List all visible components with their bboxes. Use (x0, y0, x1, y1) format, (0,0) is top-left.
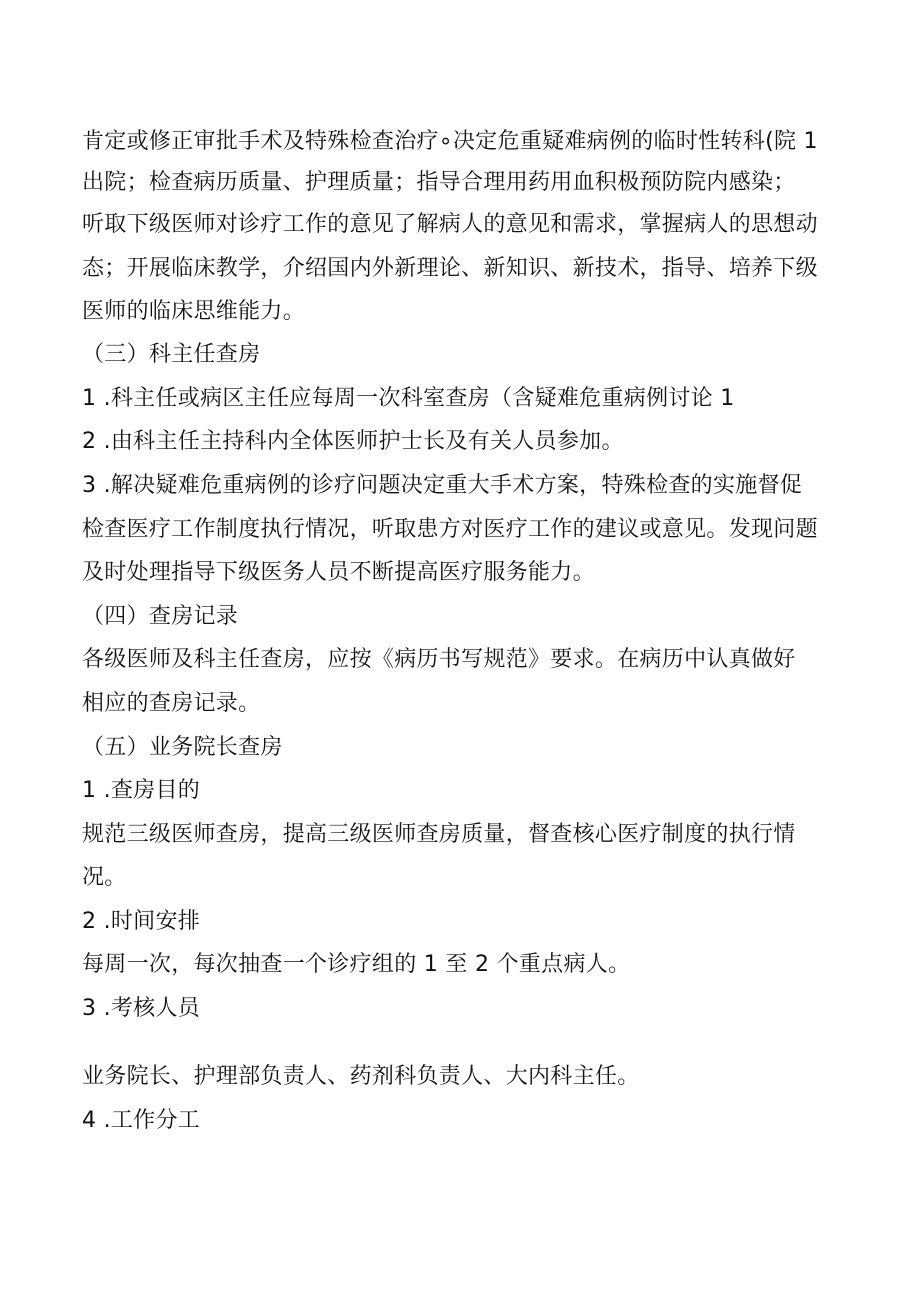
paragraph-line: 及时处理指导下级医务人员不断提高医疗服务能力。 (82, 560, 595, 585)
paragraph-line: 态；开展临床教学，介绍国内外新理论、新知识、新技术，指导、培养下级 (82, 256, 818, 281)
paragraph-line: 况。 (82, 865, 127, 890)
section-heading: （三）科主任查房 (82, 342, 261, 367)
section-heading: （五）业务院长查房 (82, 735, 283, 760)
paragraph-line: 检查医疗工作制度执行情况，听取患方对医疗工作的建议或意见。发现问题 (82, 517, 818, 542)
list-item: 1 .科主任或病区主任应每周一次科室查房（含疑难危重病例讨论 1 (82, 386, 735, 411)
paragraph-line: 肯定或修正审批手术及特殊检查治疗∘决定危重疑难病例的临时性转科(院 1 (82, 129, 818, 154)
paragraph-line: 听取下级医师对诊疗工作的意见了解病人的意见和需求，掌握病人的思想动 (82, 212, 818, 237)
subheading: 3 .考核人员 (82, 996, 201, 1021)
paragraph-line: 医师的临床思维能力。 (82, 299, 306, 324)
subheading: 2 .时间安排 (82, 909, 201, 934)
subheading: 4 .工作分工 (82, 1108, 201, 1133)
section-heading: （四）查房记录 (82, 604, 239, 629)
paragraph-line: 业务院长、护理部负责人、药剂科负责人、大内科主任。 (82, 1064, 640, 1089)
paragraph-line: 规范三级医师查房，提高三级医师查房质量，督查核心医疗制度的执行情 (82, 822, 796, 847)
paragraph-line: 相应的查房记录。 (82, 691, 261, 716)
paragraph-line: 出院；检查病历质量、护理质量；指导合理用药用血积极预防院内感染； (82, 170, 796, 195)
paragraph-line: 每周一次，每次抽查一个诊疗组的 1 至 2 个重点病人。 (82, 952, 631, 977)
subheading: 1 .查房目的 (82, 778, 201, 803)
list-item: 2 .由科主任主持科内全体医师护士长及有关人员参加。 (82, 429, 624, 454)
paragraph-line: 各级医师及科主任查房，应按《病历书写规范》要求。在病历中认真做好 (82, 647, 796, 672)
list-item: 3 .解决疑难危重病例的诊疗问题决定重大手术方案，特殊检查的实施督促 (82, 473, 803, 498)
